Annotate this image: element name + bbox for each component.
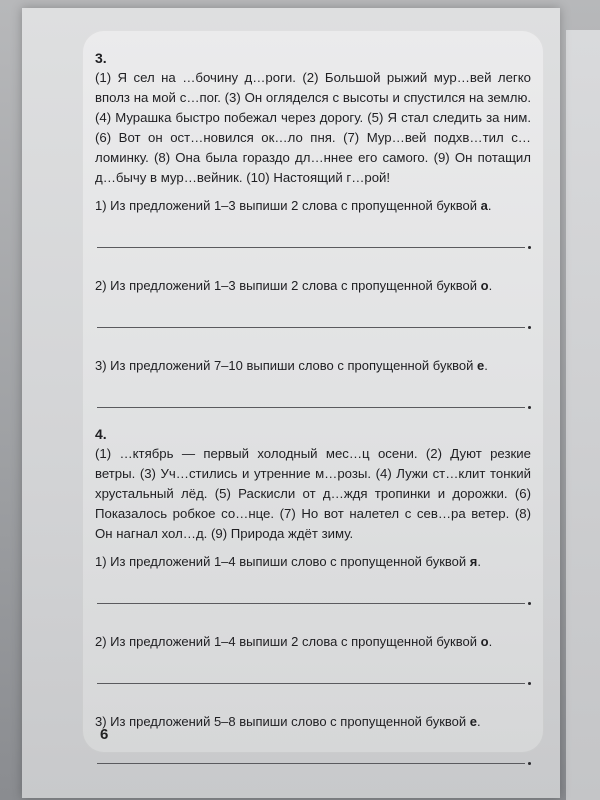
adjacent-page-edge — [566, 30, 600, 800]
answer-line[interactable] — [97, 227, 525, 248]
question: 2) Из предложений 1–3 выпиши 2 слова с пропущенной буквой о. — [95, 278, 493, 293]
answer-line[interactable] — [97, 743, 525, 764]
answer-line[interactable] — [97, 663, 525, 684]
page-number: 6 — [100, 726, 109, 743]
task-text: (1) …ктябрь — первый холодный мес…ц осени. (2) Дуют резкие ветры. (3) Уч…стились и утренние м…розы. (4) Лужи ст…клит тонкий хрустальный лёд. (5) Раскисли от д…ждя тропинки и дорожки. (6) Показалось робкое со…нце. (7) Но вот налетел с сев…ра ветер. (8) Он нагнал хол…д. (9) Природа ждёт зиму. — [95, 446, 531, 541]
task-text: (1) Я сел на …бочину д…роги. (2) Большой рыжий мур…вей легко вполз на мой с…пог. (3) Он огляделся с высоты и спустился на землю. (4) Мурашка быстро побежал через дорогу. (5) Я стал следить за ним. (6) Вот он ост…новился ок…ло пня. (7) Мур…вей подхв…тил с…ломинку. (8) Она была гораздо дл…ннее его самого. (9) Он потащил д…бычу в мур…вейник. (10) Настоящий г…рой! — [95, 70, 531, 185]
answer-line[interactable] — [97, 307, 525, 328]
question: 3) Из предложений 5–8 выпиши слово с пропущенной буквой е. — [95, 714, 481, 729]
task-3 — [95, 50, 531, 408]
task-4 — [95, 426, 531, 764]
task-number: 4. — [95, 426, 107, 442]
answer-line[interactable] — [97, 583, 525, 604]
question: 1) Из предложений 1–4 выпиши слово с пропущенной буквой я. — [95, 554, 481, 569]
answer-line[interactable] — [97, 387, 525, 408]
question: 3) Из предложений 7–10 выпиши слово с пропущенной буквой е. — [95, 358, 488, 373]
question: 1) Из предложений 1–3 выпиши 2 слова с пропущенной буквой а. — [95, 198, 492, 213]
task-number: 3. — [95, 50, 107, 66]
question: 2) Из предложений 1–4 выпиши 2 слова с пропущенной буквой о. — [95, 634, 493, 649]
exercise-content — [95, 50, 531, 764]
